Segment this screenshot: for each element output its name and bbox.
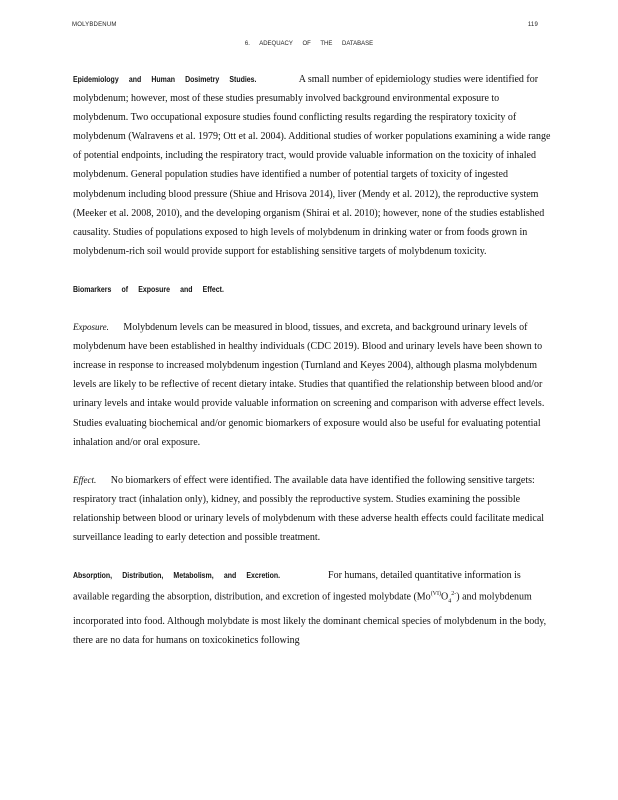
text-absorption-2: O xyxy=(441,591,449,603)
text-exposure: Molybdenum levels can be measured in blood, tissues, and excreta, and background urinary levels of molybdenum have been established in healthy individuals (CDC 2019). Blood and urinary levels have been shown to increase in response to increased molybdenum ingestion (Turnland and Keyes 2004), although plasma molybdenum levels are likely to be reflective of recent dietary intake. Studies that quantified the relationship between blood and/or urinary levels and intake would provide valuable information on screening and comparison with adverse effect levels. Studies evaluating biochemical and/or genomic biomarkers of exposure would also be useful for evaluating potential inhalation and/or oral exposure. xyxy=(73,322,545,448)
heading-epidemiology: Epidemiology and Human Dosimetry Studies. xyxy=(73,74,257,84)
text-epidemiology: A small number of epidemiology studies were identified for molybdenum; however, most of these studies presumably involved background environmental exposure to molybdenum. Two occupational exposure studies found conflicting results regarding the respiratory toxicity of molybdenum (Walravens et al. 1979; Ott et al. 2004). Additional studies of worker populations examining a wide range of potential endpoints, including the respiratory tract, would provide valuable information on the toxicity of inhaled molybdenum. General population studies have identified a number of potential targets of toxicity of ingested molybdenum including blood pressure (Shiue and Hrisova 2014), liver (Mendy et al. 2012), the reproductive system (Meeker et al. 2008, 2010), and the developing organism (Shirai et al. 2010); however, none of the studies established causality. Studies of populations exposed to high levels of molybdenum in drinking water or from foods grown in molybdenum-rich soil would provide support for establishing sensitive targets of molybdenum toxicity. xyxy=(73,74,551,257)
page-number: 119 xyxy=(527,22,538,28)
oxidation-state: (VI) xyxy=(430,591,442,598)
text-absorption-3: ) and molybdenum incorporated into food. Although molybdate is most likely the dominant chemical species of molybdenum in the body, there are no data for humans on toxicokinetics following xyxy=(73,591,547,646)
paragraph-epidemiology xyxy=(73,70,553,261)
text-effect: No biomarkers of effect were identified. The available data have identified the following sensitive targets: respiratory tract (inhalation only), kidney, and possibly the reproductive system. Studies examining the possible relationship between blood or urinary levels of molybdenum with these adverse health effects could facilitate medical surveillance leading to early detection and possible treatment. xyxy=(73,474,545,543)
heading-biomarkers-block xyxy=(73,280,553,299)
section-header: 6. ADEQUACY OF THE DATABASE xyxy=(244,41,374,47)
paragraph-exposure xyxy=(73,318,553,452)
subheading-effect: Effect. xyxy=(73,474,97,485)
subheading-exposure: Exposure. xyxy=(73,322,109,333)
text-absorption-1: For humans, detailed quantitative information is available regarding the absorption, distribution, and excretion of ingested molybdate (Mo xyxy=(73,570,521,603)
running-header-title: MOLYBDENUM xyxy=(72,22,117,28)
heading-biomarkers: Biomarkers of Exposure and Effect. xyxy=(73,283,224,294)
paragraph-effect xyxy=(73,471,553,547)
charge-superscript: 2- xyxy=(451,591,457,598)
heading-absorption: Absorption, Distribution, Metabolism, and Excretion. xyxy=(73,570,281,581)
running-header xyxy=(72,22,546,34)
paragraph-absorption xyxy=(73,566,553,650)
document-body xyxy=(73,70,553,669)
subscript-four: 4 xyxy=(448,598,452,605)
